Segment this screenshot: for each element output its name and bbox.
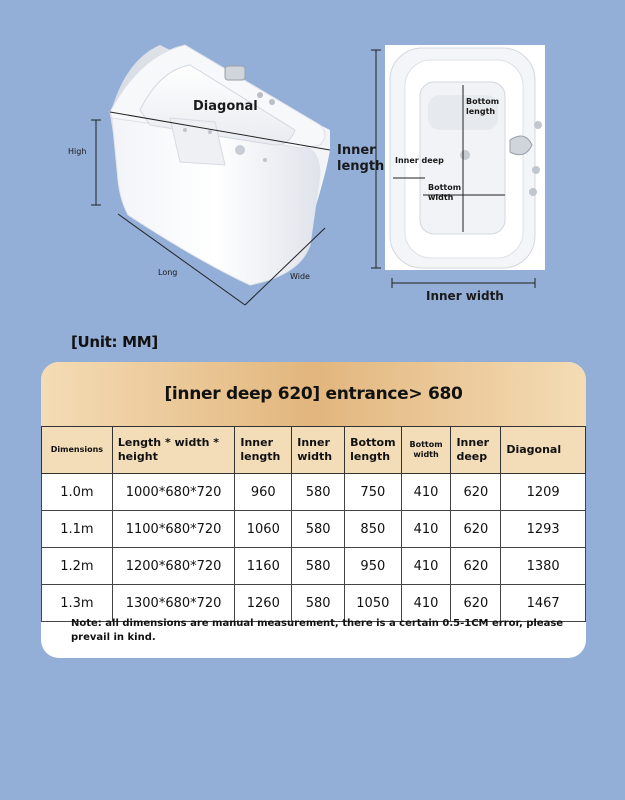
top-view-tub: [371, 45, 545, 288]
cell-inner-deep: 620: [451, 585, 501, 622]
cell-inner-deep: 620: [451, 474, 501, 511]
cell-size: 1100*680*720: [112, 511, 235, 548]
bottom-length-label: Bottom length: [466, 97, 500, 116]
cell-bottom-length: 850: [345, 511, 401, 548]
bathtub-diagram-area: [0, 0, 625, 320]
bathtub-illustrations: [0, 0, 625, 320]
cell-diagonal: 1380: [501, 548, 586, 585]
col-header-diagonal: Diagonal: [501, 427, 586, 474]
cell-bottom-width: 410: [401, 474, 451, 511]
inner-length-label: Inner length: [337, 143, 385, 174]
table-row: [42, 585, 586, 622]
cell-diagonal: 1209: [501, 474, 586, 511]
spec-card: [41, 362, 586, 658]
cell-inner-length: 1060: [235, 511, 292, 548]
table-row: [42, 548, 586, 585]
cell-inner-width: 580: [292, 548, 345, 585]
cell-inner-length: 1260: [235, 585, 292, 622]
cell-inner-deep: 620: [451, 548, 501, 585]
bottom-width-label: Bottom width: [428, 183, 462, 202]
cell-bottom-width: 410: [401, 585, 451, 622]
diagonal-label: Diagonal: [193, 99, 258, 114]
cell-inner-deep: 620: [451, 511, 501, 548]
cell-bottom-length: 950: [345, 548, 401, 585]
cell-inner-width: 580: [292, 474, 345, 511]
col-header-size: Length * width * height: [112, 427, 235, 474]
cell-size: 1000*680*720: [112, 474, 235, 511]
col-header-bottom-width: Bottom width: [401, 427, 451, 474]
long-label: Long: [158, 268, 178, 277]
cell-bottom-length: 1050: [345, 585, 401, 622]
table-row: [42, 511, 586, 548]
cell-bottom-length: 750: [345, 474, 401, 511]
perspective-tub: [91, 45, 330, 305]
table-row: [42, 474, 586, 511]
cell-size: 1200*680*720: [112, 548, 235, 585]
high-label: High: [68, 147, 87, 156]
cell-inner-length: 960: [235, 474, 292, 511]
col-header-inner-width: Inner width: [292, 427, 345, 474]
measurement-note: Note: all dimensions are manual measurement, there is a certain 0.5-1CM error, please prevail in kind.: [71, 618, 564, 643]
cell-dimensions: 1.3m: [42, 585, 113, 622]
col-header-bottom-length: Bottom length: [345, 427, 401, 474]
cell-dimensions: 1.0m: [42, 474, 113, 511]
cell-inner-width: 580: [292, 511, 345, 548]
col-header-inner-deep: Inner deep: [451, 427, 501, 474]
cell-inner-width: 580: [292, 585, 345, 622]
cell-inner-length: 1160: [235, 548, 292, 585]
unit-title: [Unit: MM]: [71, 333, 158, 351]
cell-bottom-width: 410: [401, 548, 451, 585]
col-header-dimensions: Dimensions: [42, 427, 113, 474]
card-title: [inner deep 620] entrance> 680: [41, 362, 586, 426]
cell-dimensions: 1.1m: [42, 511, 113, 548]
cell-bottom-width: 410: [401, 511, 451, 548]
inner-width-label: Inner width: [426, 289, 504, 303]
wide-label: Wide: [290, 272, 310, 281]
table-header-row: [42, 427, 586, 474]
cell-diagonal: 1293: [501, 511, 586, 548]
cell-diagonal: 1467: [501, 585, 586, 622]
cell-dimensions: 1.2m: [42, 548, 113, 585]
inner-deep-label: Inner deep: [395, 156, 444, 165]
col-header-inner-length: Inner length: [235, 427, 292, 474]
cell-size: 1300*680*720: [112, 585, 235, 622]
spec-table: [41, 426, 586, 622]
